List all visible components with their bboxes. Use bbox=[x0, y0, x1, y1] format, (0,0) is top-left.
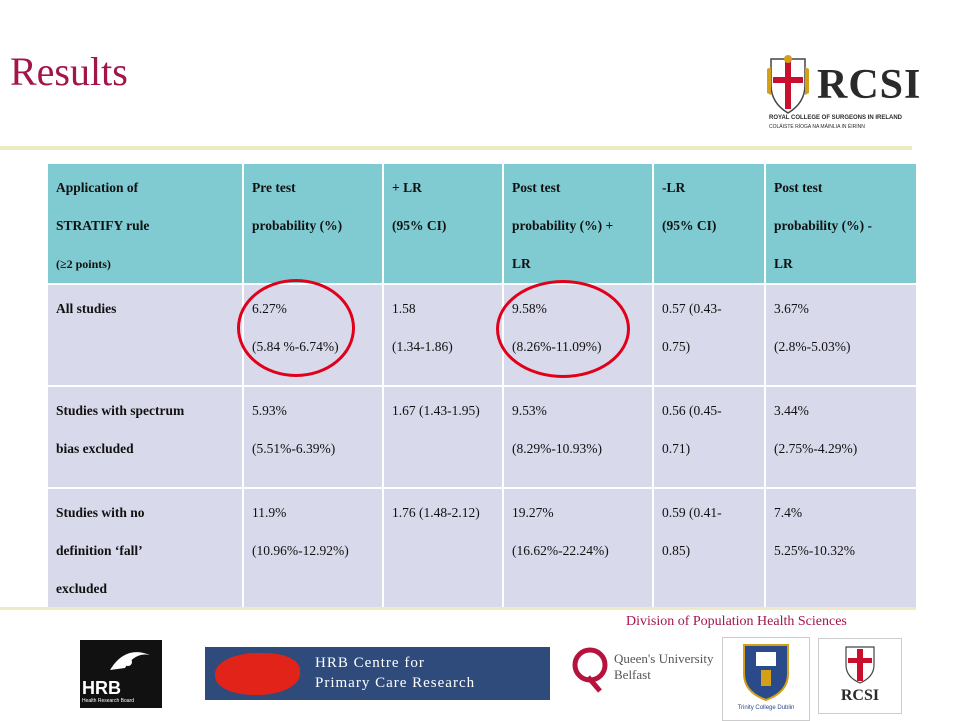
table-cell: 1.76 (1.48-2.12) bbox=[383, 488, 503, 609]
table-header-row bbox=[48, 164, 917, 284]
table-cell: 0.56 (0.45- 0.71) bbox=[653, 386, 765, 488]
top-divider bbox=[0, 146, 912, 150]
qub-name-line2: Belfast bbox=[614, 667, 651, 682]
qub-q-icon bbox=[570, 645, 610, 693]
hrb-centre-line2: Primary Care Research bbox=[315, 675, 476, 691]
table-cell: 3.44% (2.75%-4.29%) bbox=[765, 386, 917, 488]
table-cell: 9.58% (8.26%-11.09%) bbox=[503, 284, 653, 386]
table-cell: 9.53% (8.29%-10.93%) bbox=[503, 386, 653, 488]
results-table bbox=[48, 164, 918, 610]
table-row bbox=[48, 488, 917, 609]
row-label: Studies with spectrum bias excluded bbox=[48, 386, 243, 488]
table-cell: 19.27% (16.62%-22.24%) bbox=[503, 488, 653, 609]
division-label: Division of Population Health Sciences bbox=[626, 614, 847, 629]
rcsi-wordmark: RCSI bbox=[817, 62, 922, 108]
hrb-centre-line1: HRB Centre for bbox=[315, 655, 425, 671]
header-pre-test: Pre test probability (%) bbox=[243, 164, 383, 284]
table-cell: 3.67% (2.8%-5.03%) bbox=[765, 284, 917, 386]
rcsi-logo bbox=[765, 55, 922, 140]
hrb-logo bbox=[80, 640, 162, 708]
table-cell: 0.57 (0.43- 0.75) bbox=[653, 284, 765, 386]
rcsi-subtitle-irish: COLÁISTE RÍOGA NA MÁINLIA IN ÉIRINN bbox=[769, 124, 865, 130]
header-minus-lr: -LR (95% CI) bbox=[653, 164, 765, 284]
header-post-test-minus: Post test probability (%) - LR bbox=[765, 164, 917, 284]
row-label: All studies bbox=[48, 284, 243, 386]
hrb-centre-mark-icon bbox=[215, 653, 300, 695]
rcsi-crest-icon bbox=[765, 55, 811, 117]
table-cell: 6.27% (5.84 %-6.74%) bbox=[243, 284, 383, 386]
table-cell: 11.9% (10.96%-12.92%) bbox=[243, 488, 383, 609]
hrb-wordmark: HRB bbox=[82, 678, 121, 698]
table-row bbox=[48, 386, 917, 488]
bottom-divider bbox=[0, 607, 916, 610]
table-cell: 1.58 (1.34-1.86) bbox=[383, 284, 503, 386]
tcd-shield-icon bbox=[741, 642, 791, 702]
hrb-centre-logo bbox=[205, 647, 550, 700]
rcsi-subtitle: ROYAL COLLEGE OF SURGEONS IN IRELAND bbox=[769, 115, 903, 121]
header-post-test-plus: Post test probability (%) + LR bbox=[503, 164, 653, 284]
highlight-circle-pre-test bbox=[237, 279, 355, 377]
tcd-caption: Trinity College Dublin bbox=[737, 705, 795, 711]
rcsi-small-wordmark: RCSI bbox=[840, 687, 880, 704]
table-cell: 1.67 (1.43-1.95) bbox=[383, 386, 503, 488]
header-application: Application of STRATIFY rule (≥2 points) bbox=[48, 164, 243, 284]
rcsi-logo-small bbox=[818, 638, 902, 714]
header-plus-lr: + LR (95% CI) bbox=[383, 164, 503, 284]
page-title: Results bbox=[10, 49, 128, 94]
tcd-logo bbox=[722, 637, 810, 721]
table-cell: 0.59 (0.41- 0.85) bbox=[653, 488, 765, 609]
table-cell: 7.4% 5.25%-10.32% bbox=[765, 488, 917, 609]
highlight-circle-post-test bbox=[496, 280, 630, 378]
row-label: Studies with no definition ‘fall’ excluded bbox=[48, 488, 243, 609]
table-row bbox=[48, 284, 917, 386]
hrb-subtitle: Health Research Board bbox=[82, 698, 134, 704]
qub-name-line1: Queen's University bbox=[614, 651, 714, 666]
rcsi-crest-small-icon bbox=[840, 643, 880, 685]
qub-logo bbox=[570, 645, 715, 700]
hrb-swirl-icon bbox=[80, 640, 162, 680]
table-cell: 5.93% (5.51%-6.39%) bbox=[243, 386, 383, 488]
